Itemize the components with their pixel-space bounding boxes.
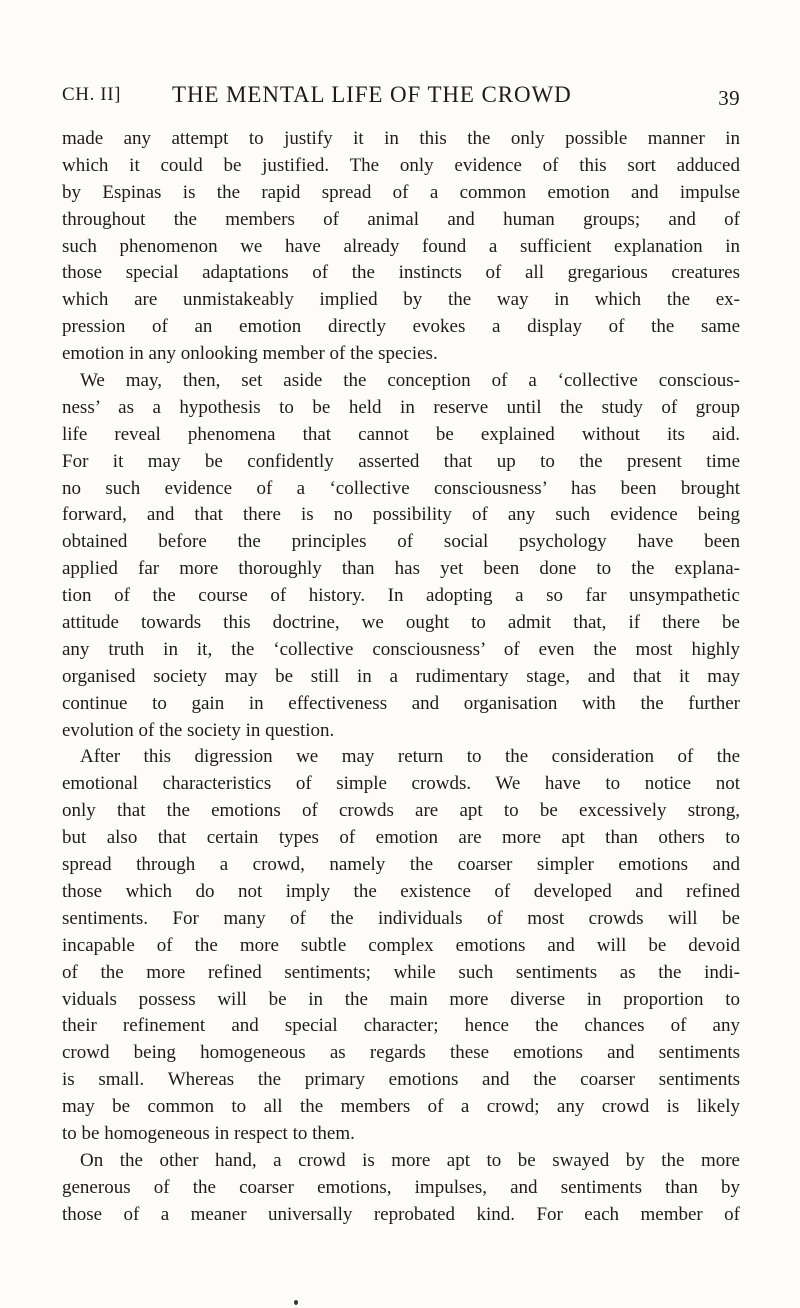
- text-line: which it could be justified. The only evidence of this sort adduced: [62, 154, 740, 176]
- text-line: throughout the members of animal and human groups; and of: [62, 208, 740, 230]
- text-line: spread through a crowd, namely the coarser simpler emotions and: [62, 854, 740, 876]
- text-line: tion of the course of history. In adopting a so far unsympathetic: [62, 585, 740, 607]
- chapter-label: CH. II]: [62, 84, 122, 105]
- text-line: such phenomenon we have already found a sufficient explanation in: [62, 235, 740, 257]
- paragraph-start-line: We may, then, set aside the conception of a ‘collective conscious-: [80, 370, 740, 392]
- text-line: those of a meaner universally reprobated kind. For each member of: [62, 1203, 740, 1225]
- text-line: made any attempt to justify it in this the only possible manner in: [62, 128, 740, 149]
- text-line: is small. Whereas the primary emotions and the coarser sentiments: [62, 1069, 740, 1091]
- running-head: [62, 82, 740, 122]
- page-number: 39: [718, 86, 740, 110]
- text-line: their refinement and special character; hence the chances of any: [62, 1015, 740, 1037]
- text-line: incapable of the more subtle complex emotions and will be devoid: [62, 934, 740, 956]
- text-line: For it may be confidently asserted that up to the present time: [62, 450, 740, 472]
- paragraph-start-line: After this digression we may return to the consideration of the: [80, 746, 740, 768]
- text-line: those which do not imply the existence of developed and refined: [62, 880, 740, 902]
- text-line: organised society may be still in a rudimentary stage, and that it may: [62, 665, 740, 687]
- text-line: ness’ as a hypothesis to be held in reserve until the study of group: [62, 396, 740, 418]
- text-line: by Espinas is the rapid spread of a common emotion and impulse: [62, 181, 740, 203]
- text-line: any truth in it, the ‘collective consciousness’ of even the most highly: [62, 638, 740, 660]
- text-line: emotion in any onlooking member of the species.: [62, 343, 438, 365]
- running-title: THE MENTAL LIFE OF THE CROWD: [172, 82, 572, 107]
- text-line: those special adaptations of the instincts of all gregarious creatures: [62, 262, 740, 284]
- text-line: attitude towards this doctrine, we ought to admit that, if there be: [62, 612, 740, 634]
- text-line: pression of an emotion directly evokes a display of the same: [62, 316, 740, 338]
- text-line: which are unmistakeably implied by the way in which the ex-: [62, 289, 740, 311]
- text-line: to be homogeneous in respect to them.: [62, 1122, 355, 1144]
- paragraph-start-line: On the other hand, a crowd is more apt to be swayed by the more: [80, 1149, 740, 1171]
- text-line: but also that certain types of emotion are more apt than others to: [62, 827, 740, 849]
- text-line: forward, and that there is no possibility of any such evidence being: [62, 504, 740, 526]
- text-line: may be common to all the members of a crowd; any crowd is likely: [62, 1096, 740, 1118]
- text-line: sentiments. For many of the individuals of most crowds will be: [62, 907, 740, 929]
- text-line: applied far more thoroughly than has yet been done to the explana-: [62, 558, 740, 580]
- text-line: generous of the coarser emotions, impulses, and sentiments than by: [62, 1176, 740, 1198]
- text-line: only that the emotions of crowds are apt to be excessively strong,: [62, 800, 740, 822]
- text-line: crowd being homogeneous as regards these emotions and sentiments: [62, 1042, 740, 1064]
- text-line: life reveal phenomena that cannot be explained without its aid.: [62, 423, 740, 445]
- text-line: emotional characteristics of simple crowds. We have to notice not: [62, 773, 740, 795]
- text-line: obtained before the principles of social psychology have been: [62, 531, 740, 553]
- text-line: no such evidence of a ‘collective consciousness’ has been brought: [62, 477, 740, 499]
- printer-mark: [294, 1300, 298, 1305]
- book-page: [62, 82, 740, 1229]
- text-line: of the more refined sentiments; while such sentiments as the indi-: [62, 961, 740, 983]
- text-line: continue to gain in effectiveness and organisation with the further: [62, 692, 740, 714]
- text-line: evolution of the society in question.: [62, 719, 335, 741]
- text-line: viduals possess will be in the main more diverse in proportion to: [62, 988, 740, 1010]
- body-text: [62, 126, 740, 1229]
